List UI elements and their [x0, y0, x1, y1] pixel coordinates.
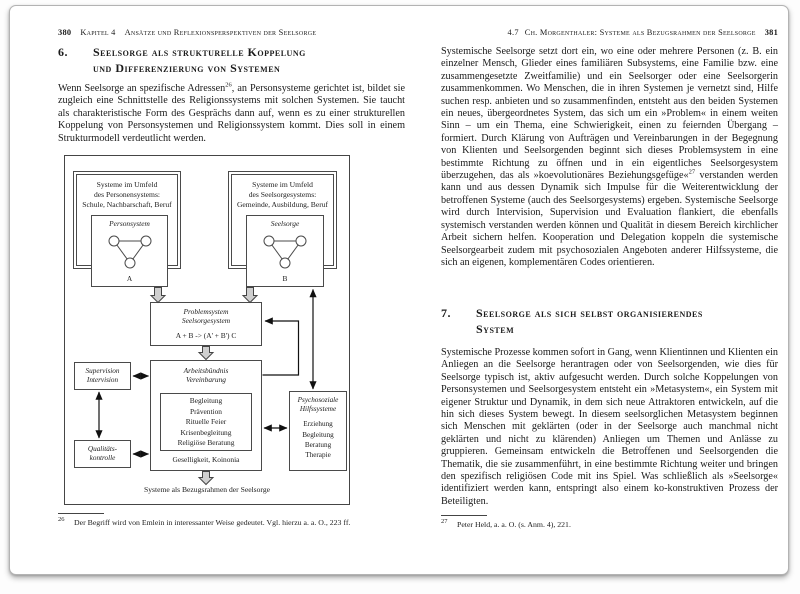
list-item: Rituelle Feier: [185, 417, 227, 427]
list-item: Beratung: [304, 440, 332, 449]
psychosoziale-hilfssysteme-box: Psychosoziale Hilfssysteme Erziehung Begleitung Beratung Therapie: [289, 391, 347, 471]
problem-system-formula: A + B -> (A' + B') C: [175, 330, 237, 340]
arbeitsbuendnis-list: [160, 393, 252, 451]
environment-person-label: Systeme im Umfeld des Personensystems: Schule, Nachbarschaft, Beruf: [82, 180, 172, 209]
diagram-caption: Systeme als Bezugsrahmen der Seelsorge: [144, 485, 270, 494]
left-paragraph: Wenn Seelsorge an spezifische Adressen$^{26}$, an Personsysteme gerichtet ist, bildet sie zugleich eine Schnittstelle des Religionssystems mit solchen Systemen. Sie taucht als charakteristische Form des Gesprächs dann auf, wenn es zu einer strukturellen Koppelung von Personsystemen und Religionssystem kommt. Dies soll in einem Strukturmodell verdeutlicht werden.: [58, 81, 406, 144]
person-system-title: Personsystem: [109, 219, 150, 228]
page-number-left: 380: [58, 28, 72, 37]
footnote-marker: 26: [58, 515, 65, 523]
fat-arrow-a-to-problem: [151, 288, 165, 303]
running-head-left: [58, 28, 405, 37]
list-item: Krisenbegleitung: [180, 427, 232, 437]
structure-model-diagram: [64, 155, 350, 505]
footnote-left: [58, 513, 405, 528]
person-system-box: [91, 215, 168, 287]
triangle-network-icon: [105, 233, 155, 269]
psychosoziale-list: [290, 419, 346, 460]
fat-arrow-problem-to-arbeit: [199, 347, 213, 360]
problem-system-box: [150, 302, 262, 346]
seelsorge-system-box: [246, 215, 324, 287]
environment-seelsorge-label: Systeme im Umfeld des Seelsorgesystems: Gemeinde, Ausbildung, Beruf: [236, 180, 329, 209]
seelsorge-system-title: Seelsorge: [270, 219, 300, 228]
triangle-network-icon: [260, 233, 310, 269]
person-system-label-a: A: [126, 273, 133, 283]
right-paragraph-2: Systemische Prozesse kommen sofort in Gang, wenn Klientinnen und Klienten ein Anliegen an die Seelsorge herantragen oder von Seelsorgenden, wie dies für Seelsorge typisch ist, aktiv aufgesucht werden. Durch solche Koppelungen von Personsystemen und Seelsorgesystem entsteht ein »Metasystem«, ein System mit eigener Struktur und Dynamik, in dem sich neue Attraktoren entwickeln, auf die hin sich dieses System bewegt. In diesem seelsorglichen Metasystem beginnen sich Menschen mit geklärten (oder in der Seelsorge auch manchmal nicht geklärten und nicht zu klärenden) Anliegen um Themen und Anlässe zu gruppieren. Gemeinsam entwickeln die Betroffenen und Seelsorgenden die Thematik, die sie zusammenführt, in eine bestimmte Richtung weiter und bringen den spezifisch religiösen Code mit ins Spiel. Was schließlich als »Seelsorge« identifiziert werden kann, entspringt also einem ko-konstruktiven Prozess der Beteiligten.: [441, 347, 778, 507]
book-spread: [9, 5, 789, 575]
list-item: Religiöse Beratung: [177, 438, 235, 448]
section-title: Seelsorge als sich selbst organisierendes System: [476, 306, 703, 336]
section-heading-6: [58, 45, 405, 76]
problem-system-line2: Seelsorgesystem: [181, 316, 231, 326]
footnote-ref-26: 26: [225, 81, 232, 89]
feedback-arrow: [263, 321, 299, 375]
section-title: Seelsorge als strukturelle Koppelung und Differenzierung von Systemen: [93, 45, 306, 75]
page-number-right: 381: [764, 28, 778, 37]
footnote-text: Der Begriff wird von Emlein in interessanter Weise gedeutet. Vgl. hierzu a. a. O., 223 ff.: [74, 518, 351, 527]
section-heading-7: [441, 306, 778, 337]
footnote-text: Peter Held, a. a. O. (s. Anm. 4), 221.: [457, 520, 571, 529]
footnote-right: [441, 515, 778, 530]
footnote-rule: [58, 513, 104, 514]
qualitaetskontrolle-box: Qualitäts- kontrolle: [74, 440, 131, 468]
list-item: Begleitung: [189, 396, 223, 405]
footnote-ref-27: 27: [688, 168, 696, 176]
list-item: Therapie: [305, 451, 331, 460]
fat-arrow-b-to-problem: [243, 288, 257, 303]
running-head-title-left: Ansätze und Reflexionsperspektiven der Seelsorge: [124, 28, 317, 37]
right-paragraph-1: Systemische Seelsorge setzt dort ein, wo eine oder mehrere Personen (z. B. ein einzelner Mensch, Glieder eines familiären Subsystems, eine Familie bzw. eine zusammengesetzte Zweitfamilie) und ein Seelsorger oder eine Seelsorgerin zusammenkommen. Wo Menschen, die in ihren Systemen je vernetzt sind, Hilfe suchen resp. anbieten und so zusammenfinden, entsteht aus den beiden Systemen ein neues, übergeordnetes System, das sich um ein »Problem« in einem weiten Sinn – um ein Thema, eine Schwierigkeit, einen zu feiernden Übergang – formiert. Durch Klärung von Aufträgen und Vereinbarungen in der Begegnung von Klienten und Seelsorgenden beginnt sich dieses Problemsystem in eine bestimmte Richtung zu öffnen und in ein eigentliches Seelsorgesystem überzugehen, das als »koevolutionäres Beziehungsgefüge«$^{27}$ verstanden werden kann und aus dessen Dynamik sich Impulse für die Weiterentwicklung der betroffenen Systeme (auch des Seelsorgesystems) ergeben. Systemische Seelsorge wird durch Intervision, Supervision und Evaluation flankiert, die ebenfalls systemisch verstanden werden können und Qualität in diesem Bereich kirchlicher Arbeit sichern helfen. Kooperation und Delegation koppeln die systemische Seelsorgearbeit zudem mit psychosozialen Angeboten anderer Hilfssysteme, die sich an eigenen, komplementären Codes orientieren.: [441, 46, 778, 268]
fat-arrow-arbeit-to-caption: [199, 472, 213, 485]
seelsorge-system-label-b: B: [282, 273, 288, 283]
problem-system-line1: Problemsystem: [183, 307, 229, 316]
running-head-chapter: Kapitel 4: [80, 28, 116, 37]
arbeitsbuendnis-footer: Geselligkeit, Koinonia: [172, 455, 240, 464]
list-item: Erziehung: [303, 420, 333, 429]
footnote-rule: [441, 515, 487, 516]
list-item: Prävention: [189, 406, 223, 416]
section-number: 6.: [58, 45, 68, 59]
list-item: Begleitung: [302, 430, 334, 439]
footnote-marker: 27: [441, 517, 448, 525]
arbeitsbuendnis-box: [150, 360, 262, 471]
supervision-box: Supervision Intervision: [74, 362, 131, 390]
running-head-title-right: Ch. Morgenthaler: Systeme als Bezugsrahmen der Seelsorge: [524, 28, 756, 37]
running-head-right: [441, 28, 778, 37]
section-number: 7.: [441, 306, 451, 320]
running-head-section: 4.7: [507, 28, 519, 37]
arbeitsbuendnis-title: Arbeitsbündnis Vereinbarung: [183, 366, 229, 385]
